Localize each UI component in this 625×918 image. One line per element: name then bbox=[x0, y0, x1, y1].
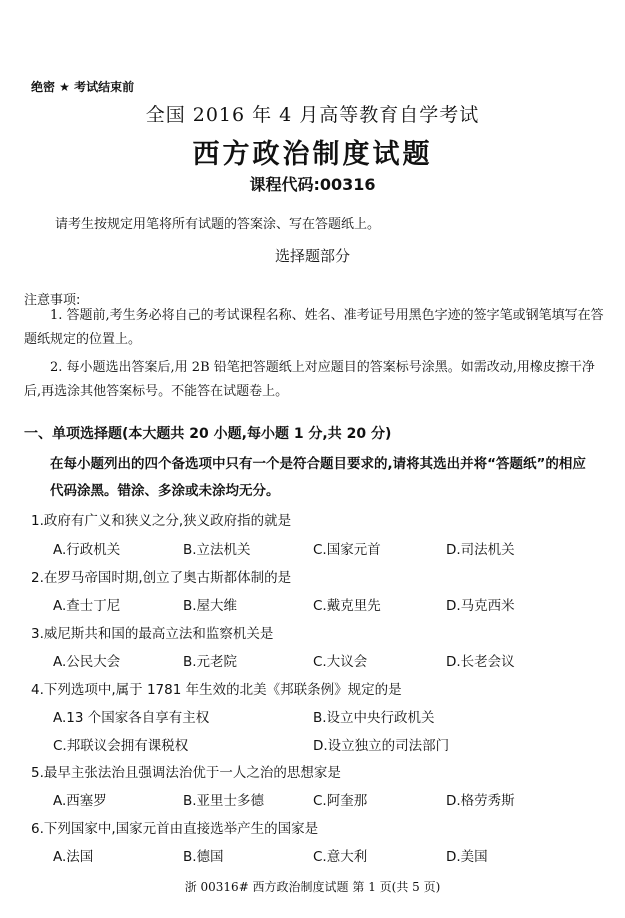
note-item bbox=[24, 304, 609, 352]
option: D.美国 bbox=[446, 849, 488, 865]
option: D.长老会议 bbox=[446, 654, 515, 670]
option: B.立法机关 bbox=[183, 542, 251, 558]
note-text: 2. 每小题选出答案后,用 2B 铅笔把答题纸上对应题目的答案标号涂黑。如需改动,用橡皮擦干净后,再选涂其他答案标号。不能答在试题卷上。 bbox=[24, 360, 595, 399]
option: B.设立中央行政机关 bbox=[313, 710, 435, 726]
option: C.阿奎那 bbox=[313, 793, 368, 809]
course-code: 课程代码:00316 bbox=[249, 175, 376, 194]
option: B.元老院 bbox=[183, 654, 238, 670]
option: A.查士丁尼 bbox=[53, 598, 121, 614]
option: A.公民大会 bbox=[53, 654, 121, 670]
option: D.司法机关 bbox=[446, 542, 515, 558]
note-item bbox=[24, 356, 609, 404]
option: A.行政机关 bbox=[53, 542, 121, 558]
option: A.13 个国家各自享有主权 bbox=[53, 710, 210, 726]
option: C.邦联议会拥有课税权 bbox=[53, 738, 189, 754]
section-title: 选择题部分 bbox=[274, 247, 350, 265]
part1-header: 一、单项选择题(本大题共 20 小题,每小题 1 分,共 20 分) bbox=[24, 426, 392, 442]
option: C.大议会 bbox=[313, 654, 368, 670]
question-stem: 1.政府有广义和狭义之分,狭义政府指的就是 bbox=[31, 513, 292, 529]
notes-heading: 注意事项: bbox=[24, 293, 81, 308]
option: B.屋大维 bbox=[183, 598, 238, 614]
question-stem: 3.威尼斯共和国的最高立法和监察机关是 bbox=[31, 626, 274, 642]
option: C.国家元首 bbox=[313, 542, 381, 558]
confidential-label: 绝密 ★ 考试结束前 bbox=[31, 80, 135, 94]
option: B.德国 bbox=[183, 849, 224, 865]
page-footer: 浙 00316# 西方政治制度试题 第 1 页(共 5 页) bbox=[184, 880, 441, 894]
note-text: 1. 答题前,考生务必将自己的考试课程名称、姓名、准考证号用黑色字迹的签字笔或钢笔填写在答题纸规定的位置上。 bbox=[24, 308, 604, 347]
exam-title: 全国 2016 年 4 月高等教育自学考试 bbox=[145, 104, 480, 126]
option: C.戴克里先 bbox=[313, 598, 381, 614]
paper-title: 西方政治制度试题 bbox=[192, 139, 433, 170]
option: C.意大利 bbox=[313, 849, 368, 865]
question-stem: 5.最早主张法治且强调法治优于一人之治的思想家是 bbox=[31, 765, 341, 781]
general-instruction: 请考生按规定用笔将所有试题的答案涂、写在答题纸上。 bbox=[55, 217, 381, 232]
part1-description: 在每小题列出的四个备选项中只有一个是符合题目要求的,请将其选出并将“答题纸”的相应代码涂黑。错涂、多涂或未涂均无分。 bbox=[50, 456, 586, 499]
question-stem: 6.下列国家中,国家元首由直接选举产生的国家是 bbox=[31, 821, 319, 837]
question-stem: 2.在罗马帝国时期,创立了奥古斯都体制的是 bbox=[31, 570, 292, 586]
question-stem: 4.下列选项中,属于 1781 年生效的北美《邦联条例》规定的是 bbox=[31, 682, 402, 698]
option: D.马克西米 bbox=[446, 598, 515, 614]
option: D.设立独立的司法部门 bbox=[313, 738, 450, 754]
option: D.格劳秀斯 bbox=[446, 793, 515, 809]
option: A.西塞罗 bbox=[53, 793, 107, 809]
option: A.法国 bbox=[53, 849, 94, 865]
option: B.亚里士多德 bbox=[183, 793, 265, 809]
